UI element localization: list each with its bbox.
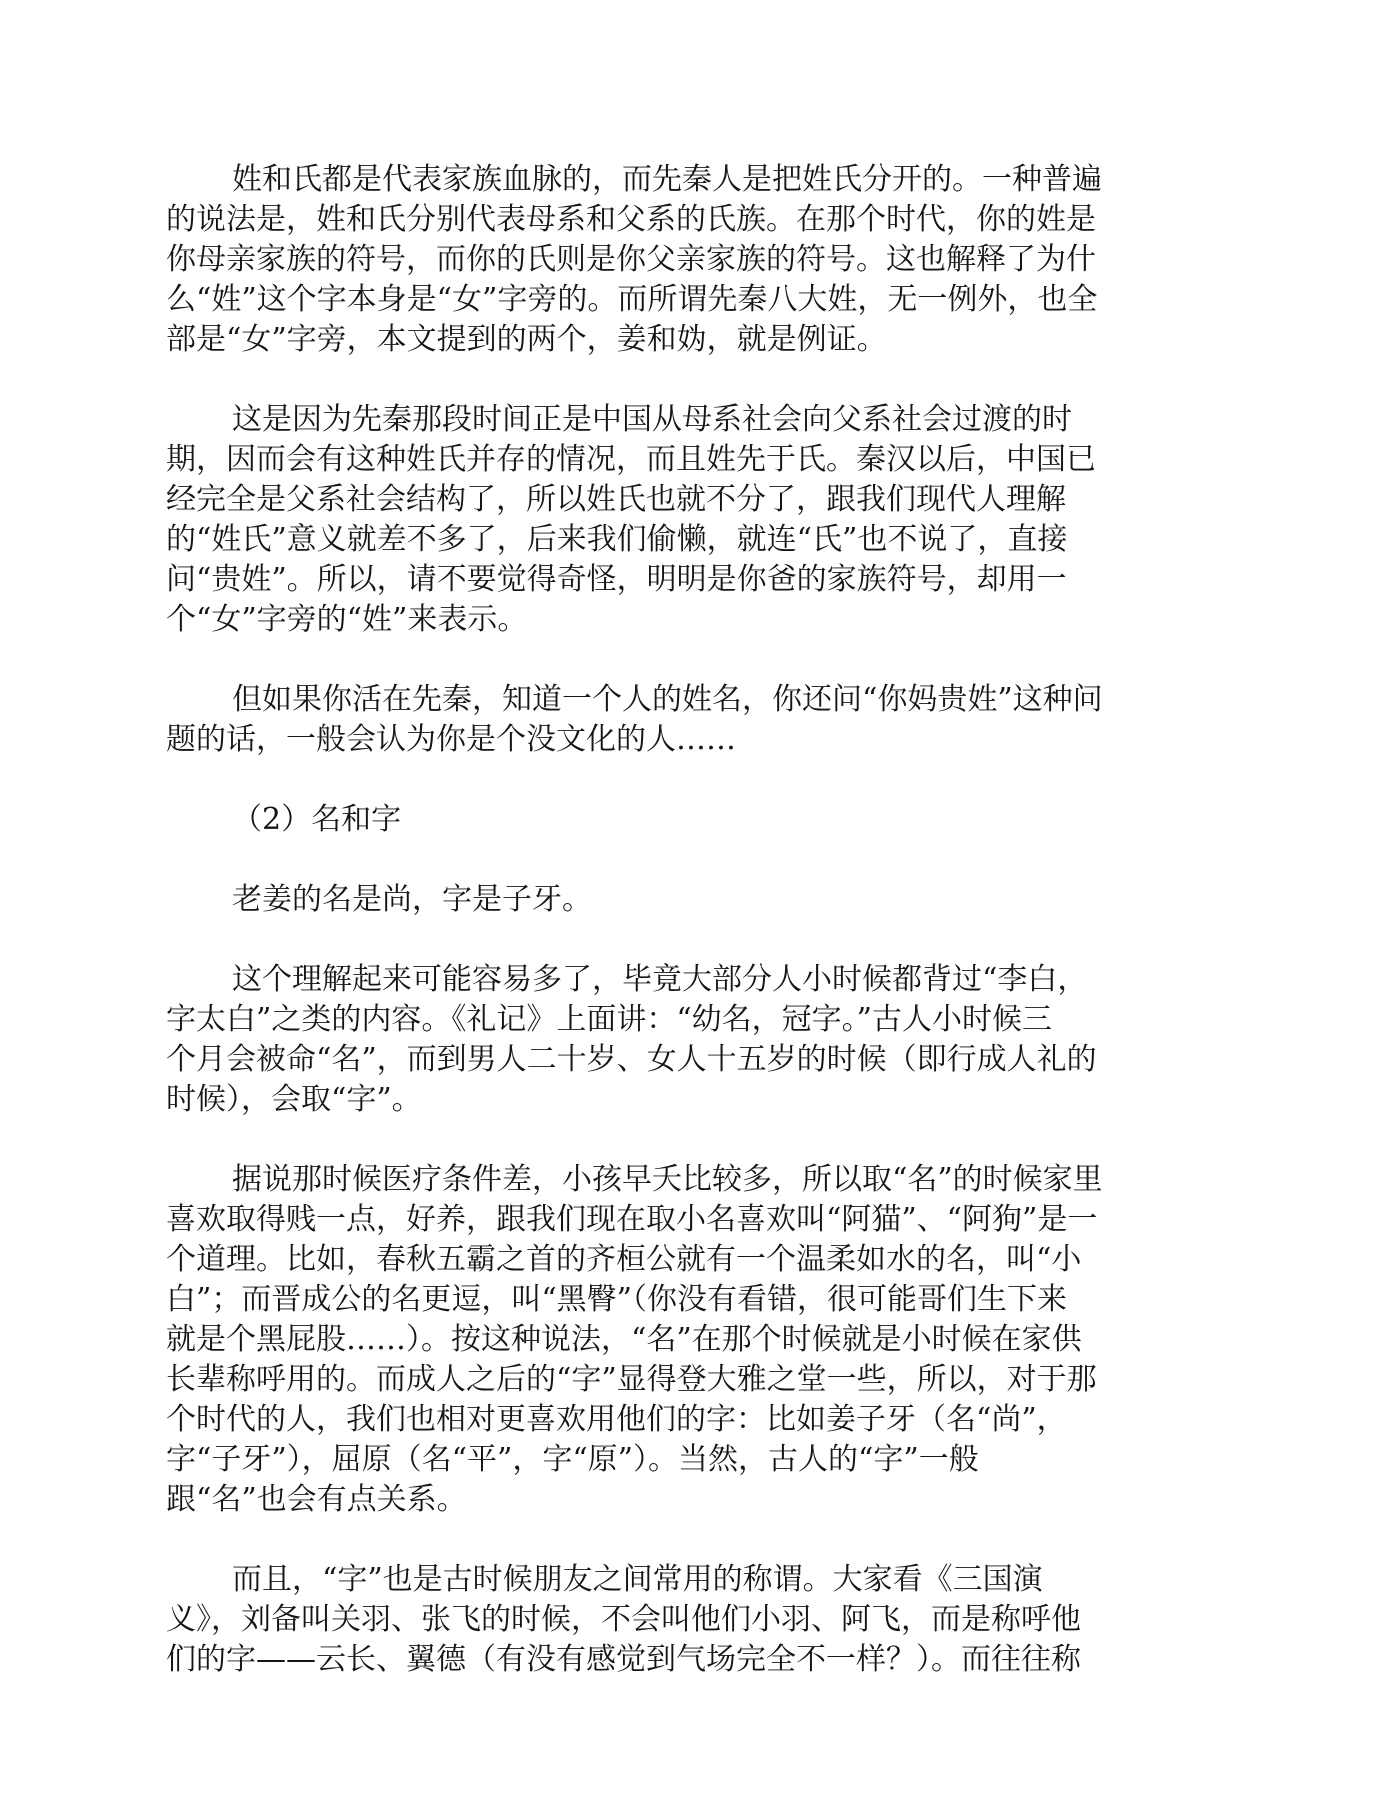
- text-line: 字“子牙”），屈原（名“平”，字“原”）。当然，古人的“字”一般: [166, 1442, 979, 1477]
- text-line: 而且，“字”也是古时候朋友之间常用的称谓。大家看《三国演: [232, 1562, 1043, 1597]
- text-line: 们的字——云长、翼德（有没有感觉到气场完全不一样？）。而往往称: [166, 1642, 1081, 1677]
- text-line: 个月会被命“名”，而到男人二十岁、女人十五岁的时候（即行成人礼的: [166, 1042, 1097, 1077]
- paragraph-childhood-names: [166, 1160, 1226, 1520]
- text-line: 经完全是父系社会结构了，所以姓氏也就不分了，跟我们现代人理解: [166, 482, 1066, 517]
- text-line: 题的话，一般会认为你是个没文化的人……: [166, 722, 736, 757]
- paragraph-liji-explanation: [166, 960, 1226, 1120]
- text-line: 白”；而晋成公的名更逗，叫“黑臀”（你没有看错，很可能哥们生下来: [166, 1282, 1068, 1317]
- text-line: 么“姓”这个字本身是“女”字旁的。而所谓先秦八大姓，无一例外，也全: [166, 282, 1098, 317]
- text-line: 期，因而会有这种姓氏并存的情况，而且姓先于氏。秦汉以后，中国已: [166, 442, 1096, 477]
- text-line: 部是“女”字旁，本文提到的两个，姜和妫，就是例证。: [166, 322, 887, 357]
- text-line: 的“姓氏”意义就差不多了，后来我们偷懒，就连“氏”也不说了，直接: [166, 522, 1068, 557]
- text-line: 时候），会取“字”。: [166, 1082, 422, 1117]
- paragraph-transition-era: [166, 400, 1226, 640]
- text-line: 个道理。比如，春秋五霸之首的齐桓公就有一个温柔如水的名，叫“小: [166, 1242, 1082, 1277]
- text-line: 个“女”字旁的“姓”来表示。: [166, 602, 528, 637]
- body-text: [166, 160, 1226, 1720]
- text-line: 这是因为先秦那段时间正是中国从母系社会向父系社会过渡的时: [232, 402, 1072, 437]
- text-line: 喜欢取得贱一点，好养，跟我们现在取小名喜欢叫“阿猫”、“阿狗”是一: [166, 1202, 1098, 1237]
- paragraph-pre-qin-question: [166, 680, 1226, 760]
- text-line: 这个理解起来可能容易多了，毕竟大部分人小时候都背过“李白，: [232, 962, 1088, 997]
- section-heading-name-and-style: [166, 800, 1226, 840]
- text-line: 但如果你活在先秦，知道一个人的姓名，你还问“你妈贵姓”这种问: [232, 682, 1103, 717]
- text-line: 跟“名”也会有点关系。: [166, 1482, 467, 1517]
- text-line: 你母亲家族的符号，而你的氏则是你父亲家族的符号。这也解释了为什: [166, 242, 1096, 277]
- text-line: 义》，刘备叫关羽、张飞的时候，不会叫他们小羽、阿飞，而是称呼他: [166, 1602, 1081, 1637]
- text-line: 字太白”之类的内容。《礼记》上面讲：“幼名，冠字。”古人小时候三: [166, 1002, 1053, 1037]
- text-line: 姓和氏都是代表家族血脉的，而先秦人是把姓氏分开的。一种普遍: [232, 162, 1102, 197]
- text-line: 的说法是，姓和氏分别代表母系和父系的氏族。在那个时代，你的姓是: [166, 202, 1096, 237]
- text-line: 就是个黑屁股……）。按这种说法，“名”在那个时候就是小时候在家供: [166, 1322, 1082, 1357]
- paragraph-courtesy-names: [166, 1560, 1226, 1680]
- text-line: 老姜的名是尚，字是子牙。: [232, 882, 592, 917]
- paragraph-jiang-name: [166, 880, 1226, 920]
- text-line: 问“贵姓”。所以，请不要觉得奇怪，明明是你爸的家族符号，却用一: [166, 562, 1067, 597]
- paragraph-surname-clan: [166, 160, 1226, 360]
- text-line: 长辈称呼用的。而成人之后的“字”显得登大雅之堂一些，所以，对于那: [166, 1362, 1097, 1397]
- text-line: 个时代的人，我们也相对更喜欢用他们的字：比如姜子牙（名“尚”，: [166, 1402, 1067, 1437]
- section-heading-text: （2）名和字: [232, 802, 402, 837]
- text-line: 据说那时候医疗条件差，小孩早夭比较多，所以取“名”的时候家里: [232, 1162, 1103, 1197]
